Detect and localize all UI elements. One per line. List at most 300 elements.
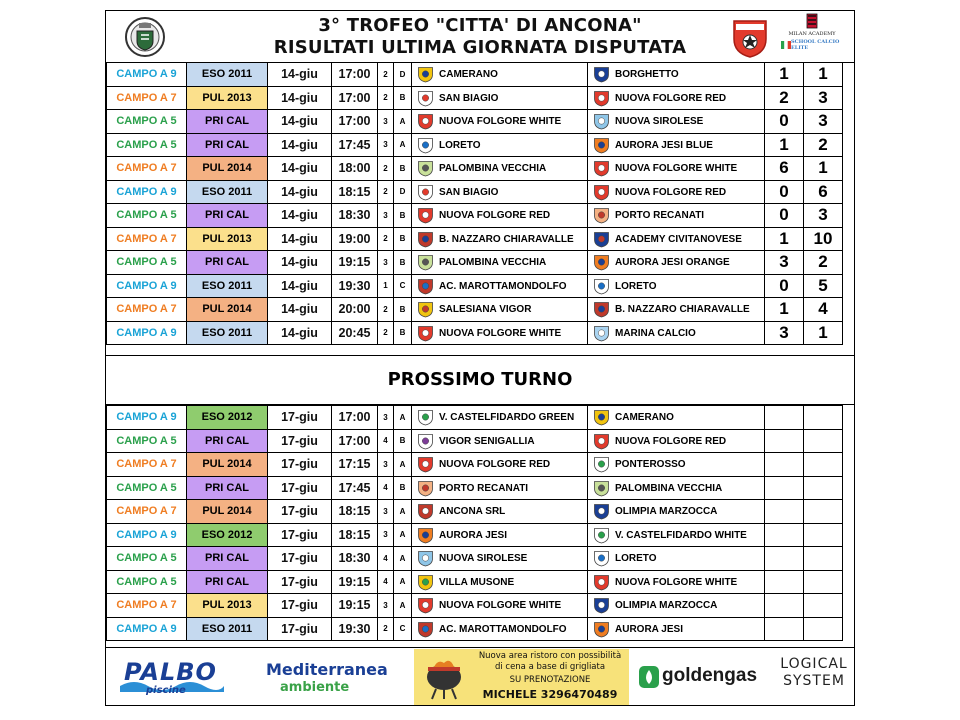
results-row [107,321,843,345]
home-team-cell [412,523,588,547]
home-score [765,429,804,453]
away-team-name: LORETO [615,553,657,564]
home-team-name: VILLA MUSONE [439,576,515,588]
field-cell: CAMPO A 9 [107,406,187,430]
nazzaro-crest-icon [417,231,434,248]
category-cell: ESO 2011 [187,617,268,641]
time-cell: 17:00 [332,63,378,87]
field-cell: CAMPO A 7 [107,500,187,524]
milan-crest-icon [781,13,843,31]
group-cell: B [394,204,412,228]
category-cell: PUL 2013 [187,227,268,251]
date-cell: 14-giu [268,321,332,345]
date-cell: 17-giu [268,523,332,547]
home-team-cell [412,500,588,524]
home-team-cell [412,547,588,571]
san-biagio-crest-icon [417,184,434,201]
home-team-cell [412,274,588,298]
date-cell: 17-giu [268,570,332,594]
home-team-name: NUOVA FOLGORE RED [439,459,551,470]
category-cell: ESO 2012 [187,406,268,430]
home-score: 6 [765,157,804,181]
group-cell: A [394,547,412,571]
category-cell: PRI CAL [187,133,268,157]
category-cell: PRI CAL [187,429,268,453]
away-team-cell [588,523,765,547]
home-team-name: NUOVA FOLGORE WHITE [439,600,562,611]
home-team-cell [412,251,588,275]
ristoro-booking: SU PRENOTAZIONE [509,675,591,685]
time-cell: 19:15 [332,251,378,275]
away-team-name: ACADEMY CIVITANOVESE [615,233,742,245]
away-team-name: OLIMPIA MARZOCCA [615,506,718,517]
away-score [804,523,843,547]
sponsor-footer [106,647,854,706]
page-subtitle: RISULTATI ULTIMA GIORNATA DISPUTATA [273,37,687,58]
camerano-crest-icon [593,409,610,426]
away-team-name: NUOVA SIROLESE [615,116,704,127]
home-team-cell [412,227,588,251]
home-team-cell [412,429,588,453]
group-cell: B [394,321,412,345]
date-cell: 14-giu [268,227,332,251]
time-cell: 18:15 [332,500,378,524]
home-team-cell [412,570,588,594]
date-cell: 14-giu [268,180,332,204]
category-cell: PUL 2014 [187,500,268,524]
home-score: 3 [765,321,804,345]
away-score [804,406,843,430]
round-cell: 3 [378,133,394,157]
palbo-logo [120,654,224,700]
san-biagio-crest-icon [417,90,434,107]
category-cell: PUL 2014 [187,298,268,322]
nuova-folgore-crest-icon [417,456,434,473]
date-cell: 14-giu [268,204,332,228]
field-cell: CAMPO A 7 [107,453,187,477]
field-cell: CAMPO A 7 [107,157,187,181]
italy-flag-icon [781,41,791,49]
away-team-cell [588,133,765,157]
home-team-cell [412,63,588,87]
home-team-cell [412,406,588,430]
date-cell: 14-giu [268,133,332,157]
away-score: 2 [804,133,843,157]
category-cell: PUL 2013 [187,594,268,618]
home-score: 1 [765,133,804,157]
castelfidardo-crest-icon [417,409,434,426]
field-cell: CAMPO A 5 [107,204,187,228]
away-team-name: B. NAZZARO CHIARAVALLE [615,304,750,315]
home-team-name: PORTO RECANATI [439,482,529,494]
home-score [765,523,804,547]
home-score [765,594,804,618]
date-cell: 17-giu [268,617,332,641]
home-score [765,500,804,524]
round-cell: 3 [378,500,394,524]
round-cell: 3 [378,453,394,477]
mediterranea-logo [266,656,396,700]
home-score: 1 [765,63,804,87]
next-row [107,476,843,500]
marotta-crest-icon [417,621,434,638]
borghetto-crest-icon [593,66,610,83]
date-cell: 17-giu [268,453,332,477]
category-cell: PUL 2014 [187,453,268,477]
nuova-folgore-crest-icon [593,90,610,107]
round-cell: 3 [378,110,394,134]
away-team-cell [588,298,765,322]
away-team-cell [588,570,765,594]
field-cell: CAMPO A 9 [107,63,187,87]
home-score [765,547,804,571]
group-cell: A [394,523,412,547]
away-team-name: AURORA JESI BLUE [615,139,713,151]
aurora-jesi-crest-icon [417,527,434,544]
round-cell: 2 [378,86,394,110]
away-team-cell [588,453,765,477]
category-cell: ESO 2011 [187,321,268,345]
time-cell: 18:15 [332,523,378,547]
home-team-name: SAN BIAGIO [439,186,499,198]
home-team-name: ANCONA SRL [439,506,506,517]
away-score: 1 [804,157,843,181]
away-team-cell [588,617,765,641]
away-score [804,570,843,594]
home-score [765,406,804,430]
away-team-cell [588,429,765,453]
field-cell: CAMPO A 9 [107,321,187,345]
home-team-cell [412,298,588,322]
next-row [107,547,843,571]
away-score: 5 [804,274,843,298]
date-cell: 17-giu [268,594,332,618]
away-score: 1 [804,63,843,87]
category-cell: PRI CAL [187,570,268,594]
time-cell: 18:30 [332,547,378,571]
next-row [107,500,843,524]
away-score: 1 [804,321,843,345]
category-cell: PRI CAL [187,251,268,275]
home-score [765,453,804,477]
away-score: 3 [804,110,843,134]
ristoro-text: Nuova area ristoro con possibilità di cena a base di grigliata [478,651,622,672]
loreto-crest-icon [593,278,610,295]
away-team-cell [588,274,765,298]
away-team-cell [588,406,765,430]
away-score: 2 [804,251,843,275]
round-cell: 2 [378,157,394,181]
results-row [107,110,843,134]
time-cell: 20:00 [332,298,378,322]
round-cell: 2 [378,63,394,87]
next-row [107,453,843,477]
category-cell: PUL 2013 [187,86,268,110]
palombina-crest-icon [417,254,434,271]
time-cell: 19:30 [332,617,378,641]
date-cell: 17-giu [268,406,332,430]
nuova-folgore-crest-icon [417,113,434,130]
away-team-name: PORTO RECANATI [615,210,705,221]
next-row [107,523,843,547]
away-team-name: MARINA CALCIO [615,327,696,339]
round-cell: 2 [378,321,394,345]
away-team-name: CAMERANO [615,412,674,423]
home-score [765,570,804,594]
category-cell: PUL 2014 [187,157,268,181]
away-team-name: LORETO [615,280,657,292]
away-team-cell [588,321,765,345]
milan-academy-logo [781,13,843,61]
round-cell: 1 [378,274,394,298]
round-cell: 3 [378,204,394,228]
home-team-name: AC. MAROTTAMONDOLFO [439,623,567,635]
away-team-cell [588,204,765,228]
time-cell: 18:00 [332,157,378,181]
mediterranea-name: Mediterranea [266,660,388,679]
salesiana-crest-icon [417,301,434,318]
results-row [107,204,843,228]
category-cell: PRI CAL [187,204,268,228]
civitanovese-crest-icon [593,231,610,248]
home-team-name: SAN BIAGIO [439,92,499,104]
home-team-name: LORETO [439,139,481,151]
nuova-folgore-crest-icon [417,325,434,342]
porto-recanati-crest-icon [593,207,610,224]
results-row [107,86,843,110]
date-cell: 17-giu [268,547,332,571]
away-team-cell [588,500,765,524]
group-cell: B [394,298,412,322]
field-cell: CAMPO A 9 [107,617,187,641]
field-cell: CAMPO A 5 [107,429,187,453]
field-cell: CAMPO A 5 [107,110,187,134]
group-cell: B [394,227,412,251]
away-team-cell [588,594,765,618]
nuova-folgore-logo-icon [730,15,770,59]
date-cell: 14-giu [268,86,332,110]
group-cell: A [394,594,412,618]
group-cell: B [394,157,412,181]
nuova-folgore-crest-icon [593,574,610,591]
away-team-name: AURORA JESI ORANGE [615,257,730,268]
marotta-crest-icon [417,278,434,295]
page-title: 3° TROFEO "CITTA' DI ANCONA" [318,15,642,36]
tournament-sheet [105,10,855,706]
group-cell: C [394,617,412,641]
date-cell: 17-giu [268,429,332,453]
away-team-cell [588,251,765,275]
home-score: 1 [765,298,804,322]
category-cell: PRI CAL [187,547,268,571]
next-row [107,429,843,453]
home-score [765,617,804,641]
home-team-cell [412,86,588,110]
home-team-cell [412,453,588,477]
olimpia-crest-icon [593,597,610,614]
results-row [107,63,843,87]
round-cell: 4 [378,547,394,571]
ponterosso-crest-icon [593,456,610,473]
home-team-name: PALOMBINA VECCHIA [439,163,547,174]
loreto-crest-icon [593,550,610,567]
away-score [804,547,843,571]
group-cell: D [394,63,412,87]
date-cell: 17-giu [268,476,332,500]
round-cell: 4 [378,476,394,500]
mediterranea-sub: ambiente [280,680,350,695]
field-cell: CAMPO A 5 [107,133,187,157]
time-cell: 19:15 [332,570,378,594]
field-cell: CAMPO A 9 [107,274,187,298]
nuova-folgore-crest-icon [593,433,610,450]
home-team-cell [412,110,588,134]
nuova-sirolese-crest-icon [417,550,434,567]
away-team-cell [588,86,765,110]
round-cell: 3 [378,523,394,547]
home-score: 0 [765,274,804,298]
time-cell: 19:00 [332,227,378,251]
category-cell: ESO 2012 [187,523,268,547]
school-calcio-text: SCHOOL CALCIO ELITE [791,39,840,51]
home-team-cell [412,157,588,181]
category-cell: ESO 2011 [187,180,268,204]
gas-drop-icon [638,664,660,690]
time-cell: 17:00 [332,429,378,453]
home-team-cell [412,321,588,345]
away-score: 3 [804,86,843,110]
field-cell: CAMPO A 5 [107,570,187,594]
field-cell: CAMPO A 7 [107,86,187,110]
villa-musone-crest-icon [417,574,434,591]
home-team-cell [412,133,588,157]
field-cell: CAMPO A 7 [107,227,187,251]
time-cell: 18:30 [332,204,378,228]
logical-text: LOGICAL [780,656,848,672]
next-row [107,570,843,594]
home-team-name: NUOVA SIROLESE [439,553,528,564]
date-cell: 14-giu [268,274,332,298]
field-cell: CAMPO A 5 [107,476,187,500]
next-row [107,594,843,618]
ristoro-contact: MICHELE 3296470489 [482,688,618,701]
home-team-name: NUOVA FOLGORE WHITE [439,116,562,127]
home-team-name: NUOVA FOLGORE WHITE [439,327,562,339]
palbo-sub: piscine [146,685,186,696]
time-cell: 18:15 [332,180,378,204]
away-team-name: NUOVA FOLGORE RED [615,435,727,447]
away-team-name: NUOVA FOLGORE RED [615,186,727,198]
time-cell: 17:00 [332,406,378,430]
date-cell: 14-giu [268,157,332,181]
away-team-name: NUOVA FOLGORE WHITE [615,576,738,588]
away-team-name: PALOMBINA VECCHIA [615,482,723,494]
results-row [107,251,843,275]
group-cell: A [394,570,412,594]
away-team-cell [588,63,765,87]
group-cell: B [394,476,412,500]
round-cell: 2 [378,298,394,322]
group-cell: C [394,274,412,298]
away-team-name: V. CASTELFIDARDO WHITE [615,529,747,541]
away-team-cell [588,110,765,134]
away-score: 6 [804,180,843,204]
away-score [804,594,843,618]
round-cell: 4 [378,570,394,594]
time-cell: 20:45 [332,321,378,345]
nuova-folgore-crest-icon [593,184,610,201]
time-cell: 17:00 [332,86,378,110]
away-score [804,617,843,641]
loreto-crest-icon [417,137,434,154]
field-cell: CAMPO A 9 [107,523,187,547]
time-cell: 17:45 [332,476,378,500]
nuova-folgore-crest-icon [417,597,434,614]
home-team-name: SALESIANA VIGOR [439,304,532,315]
field-cell: CAMPO A 7 [107,298,187,322]
date-cell: 14-giu [268,298,332,322]
away-score: 10 [804,227,843,251]
round-cell: 3 [378,251,394,275]
group-cell: A [394,406,412,430]
date-cell: 14-giu [268,63,332,87]
away-team-name: PONTEROSSO [615,459,686,470]
group-cell: A [394,133,412,157]
grill-icon [420,655,468,701]
ristoro-banner [414,649,629,705]
away-team-cell [588,180,765,204]
vigor-senigallia-crest-icon [417,433,434,450]
date-cell: 17-giu [268,500,332,524]
round-cell: 2 [378,617,394,641]
next-round-table [106,405,843,641]
group-cell: B [394,251,412,275]
category-cell: ESO 2011 [187,63,268,87]
category-cell: ESO 2011 [187,274,268,298]
group-cell: B [394,429,412,453]
away-score [804,500,843,524]
goldengas-name: goldengas [662,665,758,686]
round-cell: 3 [378,406,394,430]
field-cell: CAMPO A 7 [107,594,187,618]
time-cell: 17:45 [332,133,378,157]
home-team-name: AC. MAROTTAMONDOLFO [439,280,567,292]
group-cell: B [394,86,412,110]
home-team-cell [412,476,588,500]
away-score: 3 [804,204,843,228]
palbo-name: PALBO [124,658,217,686]
home-score: 2 [765,86,804,110]
away-team-cell [588,227,765,251]
time-cell: 17:15 [332,453,378,477]
home-team-cell [412,594,588,618]
results-row [107,298,843,322]
porto-recanati-crest-icon [417,480,434,497]
aurora-jesi-crest-icon [593,137,610,154]
home-team-name: PALOMBINA VECCHIA [439,257,547,268]
olimpia-crest-icon [593,503,610,520]
home-score: 1 [765,227,804,251]
time-cell: 19:30 [332,274,378,298]
home-team-name: VIGOR SENIGALLIA [439,435,535,447]
ancona-crest-icon [417,503,434,520]
next-row [107,406,843,430]
home-team-name: B. NAZZARO CHIARAVALLE [439,233,574,245]
results-row [107,157,843,181]
away-team-name: AURORA JESI [615,623,683,635]
group-cell: D [394,180,412,204]
round-cell: 3 [378,594,394,618]
